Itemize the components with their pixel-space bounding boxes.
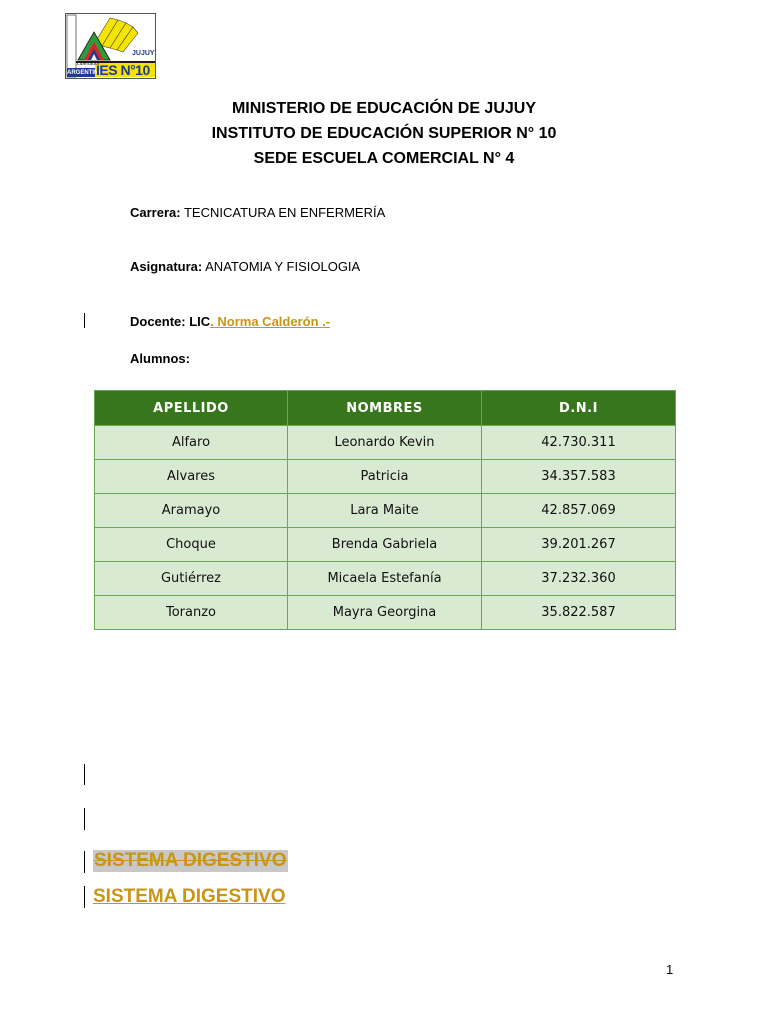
table-row [95,596,676,630]
dni-cell: 34.357.583 [482,460,676,494]
column-header: D.N.I [482,391,676,426]
table-header-row [95,391,676,426]
surname-cell: Alvares [95,460,288,494]
names-cell: Brenda Gabriela [288,528,482,562]
surname-cell: Aramayo [95,494,288,528]
subject-value: ANATOMIA Y FISIOLOGIA [202,259,361,274]
change-bar [84,851,85,873]
ministry-heading: MINISTERIO DE EDUCACIÓN DE JUJUY [231,100,537,117]
career-value: TECNICATURA EN ENFERMERÍA [180,205,386,220]
change-bar [84,808,85,830]
section-title: SISTEMA DIGESTIVO [93,886,286,907]
names-cell: Lara Maite [288,494,482,528]
column-header: APELLIDO [95,391,288,426]
change-bar [84,313,85,328]
column-header: NOMBRES [288,391,482,426]
names-cell: Micaela Estefanía [288,562,482,596]
change-bar [84,764,85,785]
subject-field [130,259,360,274]
surname-cell: Alfaro [95,426,288,460]
career-label: Carrera: [130,205,181,220]
deleted-section-title: SISTEMA DIGESTIVO [94,850,287,871]
institution-logo [65,13,156,79]
names-cell: Leonardo Kevin [288,426,482,460]
dni-cell: 42.730.311 [482,426,676,460]
surname-cell: Gutiérrez [95,562,288,596]
table-row [95,460,676,494]
page-number: 1 [666,962,674,977]
institute-heading: INSTITUTO DE EDUCACIÓN SUPERIOR N° 10 [211,125,557,142]
logo-motto-text: Libertador [77,61,100,67]
teacher-field [130,314,330,329]
change-bar [84,886,85,908]
names-cell: Mayra Georgina [288,596,482,630]
table-row [95,562,676,596]
table-row [95,528,676,562]
names-cell: Patricia [288,460,482,494]
career-field [130,205,385,220]
logo-country-text: ARGENTINA [67,70,103,76]
dni-cell: 42.857.069 [482,494,676,528]
students-table [94,390,676,630]
logo-main-text: IES N°10 [96,62,150,78]
table-row [95,426,676,460]
students-label: Alumnos: [130,351,190,366]
subject-label: Asignatura: [130,259,203,274]
surname-cell: Toranzo [95,596,288,630]
surname-cell: Choque [95,528,288,562]
dni-cell: 35.822.587 [482,596,676,630]
logo-province-text: JUJUY [132,50,155,57]
teacher-label: Docente: LIC [130,314,211,329]
teacher-name-inserted: . Norma Calderón .- [210,314,331,329]
dni-cell: 39.201.267 [482,528,676,562]
table-row [95,494,676,528]
dni-cell: 37.232.360 [482,562,676,596]
campus-heading: SEDE ESCUELA COMERCIAL N° 4 [253,150,515,167]
